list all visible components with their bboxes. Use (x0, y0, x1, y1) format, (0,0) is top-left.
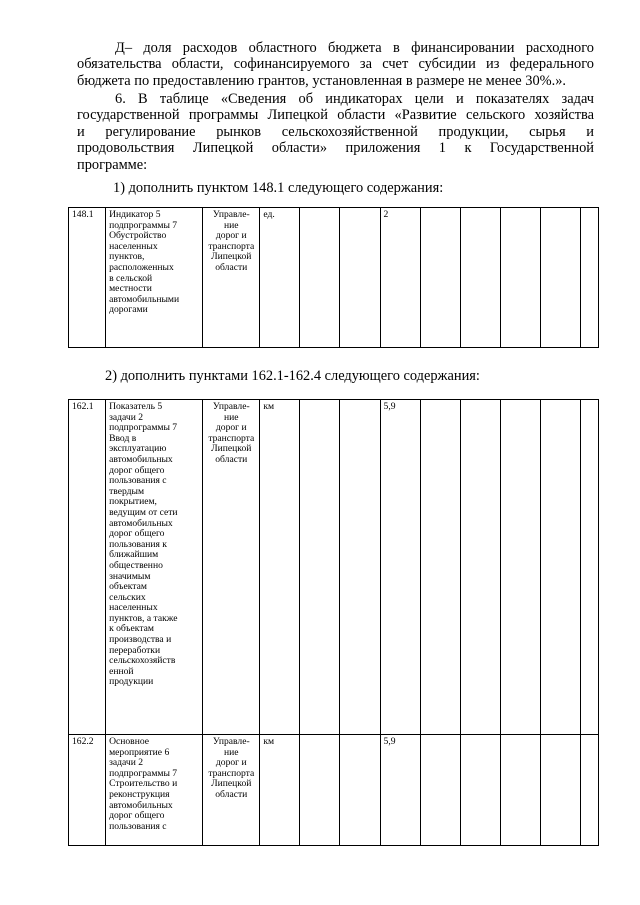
indicator-name: Основное мероприятие 6 задачи 2 подпрограммы 7 Строительство и реконструкция автомобильных дорог общего пользования с (106, 735, 203, 846)
blank-cell (500, 735, 540, 846)
executor: Управле- ние дорог и транспорта Липецкой области (203, 400, 260, 735)
subitem-2-heading: 2) дополнить пунктами 162.1-162.4 следующего содержания: (105, 368, 480, 384)
table-row (69, 735, 599, 846)
row-number: 148.1 (69, 208, 106, 348)
item6-line: и регулирование рынков сельскохозяйственной продукции, сырья и (77, 123, 594, 140)
value-cell: 5,9 (380, 400, 420, 735)
unit: км (260, 735, 300, 846)
item6-line: продовольствия Липецкой области» приложения 1 к Государственной (77, 140, 594, 157)
blank-cell (340, 400, 380, 735)
intro-line: Д– доля расходов областного бюджета в финансировании расходного (115, 40, 594, 56)
table-row (69, 208, 599, 348)
blank-cell (500, 400, 540, 735)
executor: Управле- ние дорог и транспорта Липецкой области (203, 735, 260, 846)
intro-line: обязательства области, софинансируемого за счет субсидии из федерального (77, 56, 594, 73)
unit: ед. (260, 208, 300, 348)
indicator-name: Показатель 5 задачи 2 подпрограммы 7 Ввод в эксплуатацию автомобильных дорог общего пользования с твердым покрытием, ведущим от сети автомобильных дорог общего пользования к ближайшим общественно значимым объектам сельских населенных пунктов, а также к объектам производства и переработки сельскохозяйств енной продукции (106, 400, 203, 735)
blank-cell (460, 735, 500, 846)
blank-cell (580, 208, 598, 348)
blank-cell (500, 208, 540, 348)
blank-cell (340, 735, 380, 846)
blank-cell (300, 208, 340, 348)
item6-line: 6. В таблице «Сведения об индикаторах цели и показателях задач (115, 91, 594, 107)
blank-cell (300, 735, 340, 846)
executor: Управле- ние дорог и транспорта Липецкой области (203, 208, 260, 348)
row-number: 162.2 (69, 735, 106, 846)
blank-cell (420, 208, 460, 348)
value-cell: 2 (380, 208, 420, 348)
item6-line: государственной программы Липецкой области «Развитие сельского хозяйства (77, 107, 594, 124)
blank-cell (540, 400, 580, 735)
blank-cell (420, 735, 460, 846)
blank-cell (420, 400, 460, 735)
item6-line: программе: (77, 156, 148, 173)
blank-cell (540, 735, 580, 846)
indicator-table-2 (68, 399, 599, 846)
subitem-1-heading: 1) дополнить пунктом 148.1 следующего содержания: (113, 180, 444, 196)
blank-cell (300, 400, 340, 735)
intro-line: бюджета по предоставлению грантов, установленная в размере не менее 30%.». (77, 72, 567, 89)
intro-paragraph (77, 40, 594, 89)
indicator-table-1 (68, 207, 599, 348)
row-number: 162.1 (69, 400, 106, 735)
table-row (69, 400, 599, 735)
unit: км (260, 400, 300, 735)
blank-cell (460, 208, 500, 348)
value-cell: 5,9 (380, 735, 420, 846)
indicator-name: Индикатор 5 подпрограммы 7 Обустройство населенных пунктов, расположенных в сельской местности автомобильными дорогами (106, 208, 203, 348)
blank-cell (580, 400, 598, 735)
blank-cell (340, 208, 380, 348)
blank-cell (540, 208, 580, 348)
blank-cell (460, 400, 500, 735)
item6-paragraph (77, 91, 594, 173)
blank-cell (580, 735, 598, 846)
